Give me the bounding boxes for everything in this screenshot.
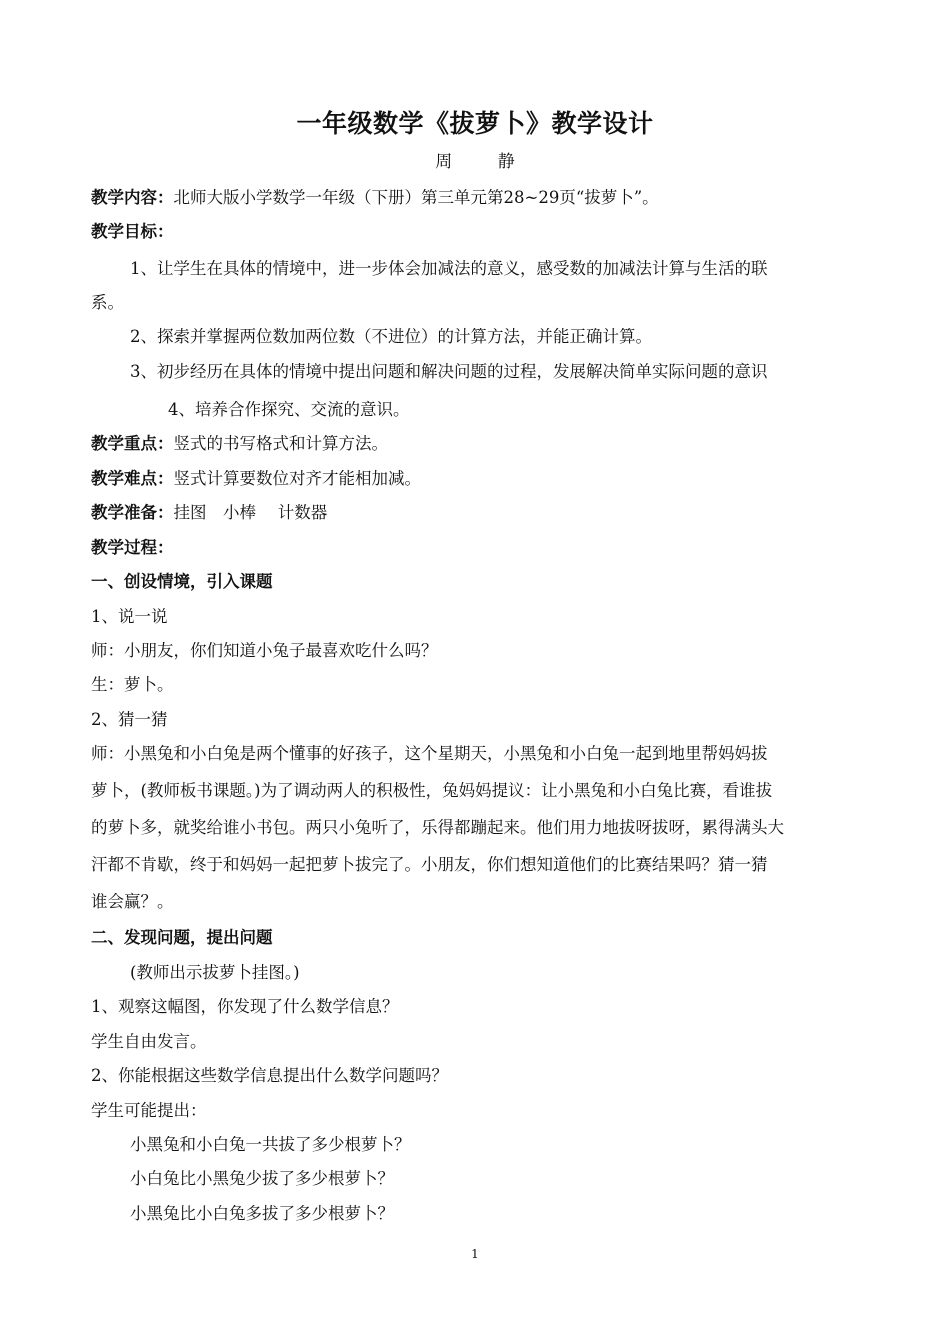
difficulty-text: 竖式计算要数位对齐才能相加减。: [173, 469, 421, 488]
teaching-content-label: 教学内容：: [91, 188, 174, 207]
goal-3: 3、初步经历在具体的情境中提出问题和解决问题的过程，发展解决简单实际问题的意识: [130, 362, 768, 381]
section-2-possible-label: 学生可能提出：: [91, 1101, 207, 1120]
section-2-item-1: 1、观察这幅图，你发现了什么数学信息？: [91, 997, 399, 1016]
section-1-item-2: 2、猜一猜: [91, 710, 168, 729]
story-paragraph-line-1: 师：小黑兔和小白兔是两个懂事的好孩子，这个星期天，小黑兔和小白兔一起到地里帮妈妈拔: [91, 744, 768, 763]
page-number: 1: [471, 1247, 479, 1261]
document-title: 一年级数学《拔萝卜》教学设计: [296, 109, 654, 138]
preparation: [91, 499, 327, 523]
goal-1-line-2: 系。: [91, 293, 124, 312]
section-2-heading: 二、发现问题，提出问题: [91, 928, 273, 947]
goal-2: 2、探索并掌握两位数加两位数（不进位）的计算方法，并能正确计算。: [130, 327, 652, 346]
teaching-content-text: 北师大版小学数学一年级（下册）第三单元第28~29页“拔萝卜”。: [173, 188, 659, 207]
author-name: 周 静: [435, 152, 515, 172]
section-2-item-2: 2、你能根据这些数学信息提出什么数学问题吗？: [91, 1066, 448, 1085]
section-1-student-answer: 生：萝卜。: [91, 675, 174, 694]
preparation-label: 教学准备：: [91, 503, 174, 522]
section-1-teacher-question: 师：小朋友，你们知道小兔子最喜欢吃什么吗？: [91, 641, 438, 660]
process-label: 教学过程：: [91, 538, 174, 557]
preparation-text: 挂图 小棒 计数器: [173, 503, 328, 522]
goal-4: 4、培养合作探究、交流的意识。: [168, 400, 410, 419]
key-point-label: 教学重点：: [91, 434, 174, 453]
section-1-heading: 一、创设情境，引入课题: [91, 572, 273, 591]
possible-question-3: 小黑兔比小白兔多拔了多少根萝卜？: [130, 1204, 394, 1223]
difficulty: [91, 465, 421, 489]
difficulty-label: 教学难点：: [91, 469, 174, 488]
teaching-content: [91, 184, 659, 208]
section-2-student-response: 学生自由发言。: [91, 1032, 207, 1051]
possible-question-2: 小白兔比小黑兔少拔了多少根萝卜？: [130, 1169, 394, 1188]
key-point: [91, 430, 388, 454]
story-paragraph-line-4: 汗都不肯歇，终于和妈妈一起把萝卜拔完了。小朋友，你们想知道他们的比赛结果吗？猜一猜: [91, 855, 768, 874]
teaching-goals-label: 教学目标：: [91, 222, 174, 241]
key-point-text: 竖式的书写格式和计算方法。: [173, 434, 388, 453]
section-2-teacher-action: (教师出示拔萝卜挂图。): [130, 963, 300, 982]
goal-1-line-1: 1、让学生在具体的情境中，进一步体会加减法的意义，感受数的加减法计算与生活的联: [130, 259, 768, 278]
section-1-item-1: 1、说一说: [91, 607, 168, 626]
possible-question-1: 小黑兔和小白兔一共拔了多少根萝卜？: [130, 1135, 411, 1154]
story-paragraph-line-5: 谁会赢？。: [91, 892, 174, 911]
story-paragraph-line-2: 萝卜，(教师板书课题。)为了调动两人的积极性，兔妈妈提议：让小黑兔和小白兔比赛，看谁拔: [91, 781, 773, 800]
story-paragraph-line-3: 的萝卜多，就奖给谁小书包。两只小兔听了，乐得都蹦起来。他们用力地拔呀拔呀，累得满头大: [91, 818, 784, 837]
